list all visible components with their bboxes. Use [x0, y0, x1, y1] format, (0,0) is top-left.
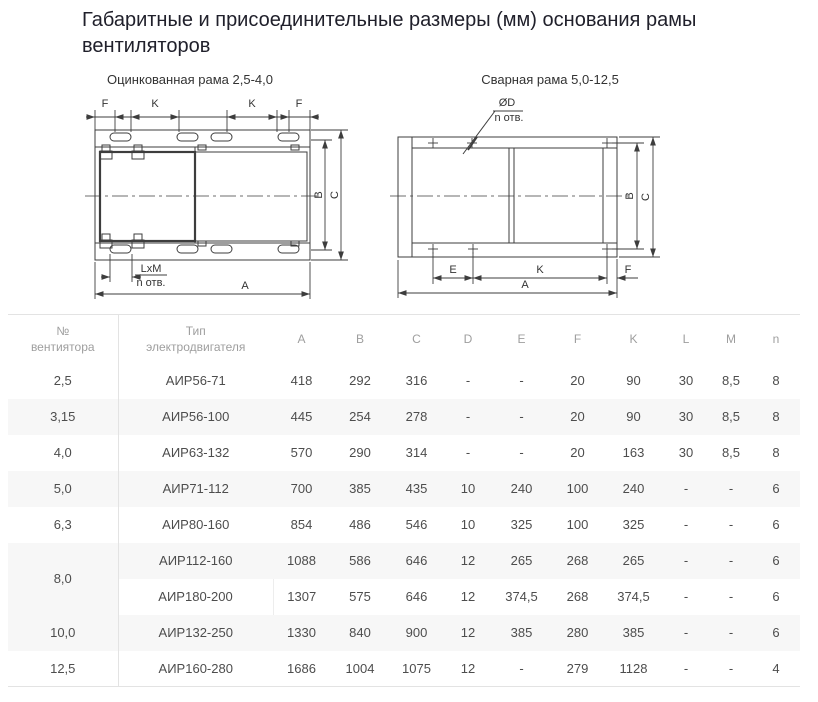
- dimension-cell: 486: [349, 517, 371, 532]
- dimension-cell: 290: [349, 445, 371, 460]
- fan-size-cell: 3,15: [8, 399, 118, 435]
- dimension-cell: 418: [290, 373, 313, 388]
- header-dim-e: E: [517, 331, 526, 346]
- dimension-cell: -: [465, 409, 471, 424]
- dimension-cell: 374,5: [617, 589, 650, 604]
- dimension-cell: 840: [349, 625, 371, 640]
- motor-type-cell: АИР56-71: [165, 373, 226, 388]
- dimension-cell: 1088: [287, 553, 316, 568]
- galvanized-frame-drawing: [25, 90, 355, 312]
- dim-label-b: B: [624, 192, 636, 200]
- dim-label-f-left: F: [101, 98, 109, 110]
- dim-label-b: B: [313, 191, 325, 199]
- fan-size-cell: 2,5: [8, 363, 118, 399]
- dimension-cell: -: [683, 517, 689, 532]
- dimension-cell: 12: [460, 625, 476, 640]
- dimension-cell: 10: [460, 517, 476, 532]
- fan-size-cell: 8,0: [8, 543, 118, 615]
- dimension-cell: 1330: [287, 625, 316, 640]
- dimension-cell: 385: [622, 625, 645, 640]
- dim-label-a: A: [241, 280, 249, 292]
- dimension-cell: 385: [510, 625, 533, 640]
- dimensions-table: [8, 314, 800, 687]
- dimension-cell: 316: [405, 373, 428, 388]
- fan-size-cell: 6,3: [8, 507, 118, 543]
- dimension-cell: 30: [678, 373, 694, 388]
- dim-label-f: F: [624, 264, 632, 276]
- dimension-cell: 8,5: [721, 409, 741, 424]
- dimension-cell: 646: [405, 589, 428, 604]
- dim-label-c: C: [329, 191, 341, 199]
- dimension-cell: -: [683, 660, 689, 676]
- dimension-cell: 100: [566, 481, 589, 496]
- page-title: Габаритные и присоединительные размеры (мм) основания рамы вентиляторов: [82, 9, 697, 57]
- dimension-cell: 280: [566, 625, 589, 640]
- dimension-cell: -: [683, 481, 689, 496]
- header-dim-d: D: [463, 331, 473, 346]
- galvanized-frame-diagram: [25, 72, 355, 312]
- dimension-cell: -: [728, 481, 734, 496]
- table-row: [8, 435, 800, 471]
- dimension-cell: 646: [405, 553, 428, 568]
- header-fan-number: № вентиятора: [8, 315, 118, 363]
- dimension-cell: 4: [772, 660, 780, 676]
- dimension-cell: 700: [290, 481, 313, 496]
- header-dim-a: A: [297, 331, 306, 346]
- dimension-cell: 6: [772, 589, 780, 604]
- dimension-cell: 1075: [402, 660, 431, 676]
- dim-label-lxm: LxM: [140, 263, 162, 275]
- dimension-cell: 30: [678, 409, 694, 424]
- table-header-row: [8, 315, 800, 363]
- dimension-cell: 12: [460, 589, 476, 604]
- dimension-cell: 8: [772, 373, 780, 388]
- table-row: [8, 363, 800, 399]
- dimension-cell: 374,5: [505, 589, 538, 604]
- header-motor-type: Тип электродвигателя: [146, 323, 246, 354]
- dimension-cell: -: [728, 589, 734, 604]
- motor-type-cell: АИР132-250: [158, 625, 233, 640]
- dimension-cell: 325: [510, 517, 533, 532]
- dim-label-k: K: [536, 264, 544, 276]
- galvanized-frame-title: Оцинкованная рама 2,5-4,0: [106, 72, 273, 87]
- dimension-cell: -: [465, 373, 471, 388]
- dim-label-n-holes: n отв.: [136, 277, 166, 289]
- dimension-cell: 292: [349, 373, 371, 388]
- table-row: [8, 507, 800, 543]
- dim-label-c: C: [640, 193, 652, 201]
- dimension-cell: 6: [772, 625, 780, 640]
- table-row: [8, 579, 800, 615]
- dimension-cell: 900: [405, 625, 428, 640]
- dimension-cell: 265: [622, 553, 645, 568]
- dim-label-a: A: [521, 279, 529, 291]
- motor-type-cell: АИР160-280: [158, 660, 233, 676]
- header-dim-m: M: [726, 331, 736, 346]
- dimension-cell: 12: [460, 660, 476, 676]
- header-dim-f: F: [573, 331, 582, 346]
- dimension-cell: 20: [570, 373, 585, 388]
- dimension-cell: 575: [349, 589, 371, 604]
- dim-label-e: E: [449, 264, 457, 276]
- dimension-cell: -: [465, 445, 471, 460]
- dim-label-f-right: F: [295, 98, 303, 110]
- dimension-cell: 8: [772, 445, 780, 460]
- dimension-cell: 100: [566, 517, 589, 532]
- table-row: [8, 471, 800, 507]
- dimension-cell: 6: [772, 481, 780, 496]
- dimension-cell: 268: [566, 589, 589, 604]
- dimension-cell: -: [683, 553, 689, 568]
- dimension-cell: 20: [570, 409, 585, 424]
- dimension-cell: 570: [290, 445, 313, 460]
- dimension-cell: 385: [349, 481, 371, 496]
- dimension-cell: -: [683, 625, 689, 640]
- dimension-cell: 314: [405, 445, 428, 460]
- bolt-symbols: [100, 145, 299, 248]
- dimension-cell: 240: [510, 481, 533, 496]
- dimension-cell: 10: [460, 481, 476, 496]
- dimension-cell: -: [519, 445, 524, 460]
- motor-type-cell: АИР56-100: [162, 409, 230, 424]
- dimension-cell: 586: [349, 553, 371, 568]
- dimension-cell: 445: [290, 409, 313, 424]
- dimension-cell: 6: [772, 553, 780, 568]
- dimension-cell: 1128: [619, 660, 648, 676]
- header-dim-b: B: [355, 331, 364, 346]
- dimension-cell: 279: [566, 660, 589, 676]
- dimension-cell: 546: [405, 517, 428, 532]
- fan-size-cell: 5,0: [8, 471, 118, 507]
- dimension-cell: 435: [405, 481, 428, 496]
- welded-frame-title: Сварная рама 5,0-12,5: [481, 72, 619, 87]
- dim-label-k-left: K: [151, 98, 159, 110]
- dimension-cell: 20: [570, 445, 585, 460]
- motor-type-cell: АИР180-200: [118, 579, 273, 615]
- dim-label-diameter: ØD: [498, 97, 516, 109]
- header-dim-l: L: [682, 331, 690, 346]
- welded-frame-diagram: [385, 72, 715, 312]
- dim-label-k-right: K: [248, 98, 256, 110]
- dimension-cell: 90: [626, 409, 641, 424]
- fan-size-cell: 4,0: [8, 435, 118, 471]
- dimension-cell: 1686: [287, 660, 316, 676]
- motor-type-cell: АИР63-132: [162, 445, 230, 460]
- dimension-cell: 8,5: [721, 373, 741, 388]
- motor-type-cell: АИР80-160: [162, 517, 230, 532]
- motor-type-cell: АИР71-112: [162, 481, 229, 496]
- dimension-cell: 1004: [345, 660, 375, 676]
- dimension-cell: 278: [405, 409, 428, 424]
- dimension-cell: 12: [460, 553, 476, 568]
- dimension-cell: 30: [678, 445, 694, 460]
- dimension-cell: -: [519, 409, 524, 424]
- header-dim-n: n: [772, 331, 780, 346]
- table-row: [8, 651, 800, 687]
- dimension-cell: -: [728, 660, 734, 676]
- motor-type-cell: АИР112-160: [159, 553, 233, 568]
- dimension-cell: 854: [290, 517, 313, 532]
- dimension-cell: 268: [566, 553, 589, 568]
- dimension-cell: 6: [772, 517, 780, 532]
- dimension-cell: -: [519, 373, 524, 388]
- dimension-cell: 240: [622, 481, 645, 496]
- dimension-cell: 90: [626, 373, 641, 388]
- dimension-cell: -: [728, 517, 734, 532]
- dimension-cell: -: [728, 553, 734, 568]
- dimension-cell: 265: [510, 553, 533, 568]
- dimension-lines: [86, 110, 348, 299]
- fan-size-cell: 10,0: [8, 615, 118, 651]
- dimension-lines: [398, 111, 660, 298]
- dimension-cell: 325: [622, 517, 645, 532]
- table-row: [8, 543, 800, 579]
- dimension-cell: -: [519, 660, 524, 676]
- dimension-cell: 163: [622, 445, 645, 460]
- header-dim-c: C: [412, 331, 421, 346]
- dimension-cell: 8,5: [721, 445, 741, 460]
- header-dim-k: K: [629, 331, 638, 346]
- table-row: [8, 399, 800, 435]
- welded-frame-drawing: [385, 90, 715, 312]
- fan-size-cell: 12,5: [8, 651, 118, 687]
- dimension-cell: -: [728, 625, 734, 640]
- dimension-cell: -: [683, 589, 689, 604]
- dimensions-table-section: [8, 314, 800, 687]
- dimension-cell: 8: [772, 409, 780, 424]
- dimension-cell: 254: [349, 409, 371, 424]
- dimension-cell: 1307: [287, 589, 317, 604]
- table-row: [8, 615, 800, 651]
- dim-label-n-holes: n отв.: [494, 112, 524, 124]
- table-body: [8, 363, 800, 687]
